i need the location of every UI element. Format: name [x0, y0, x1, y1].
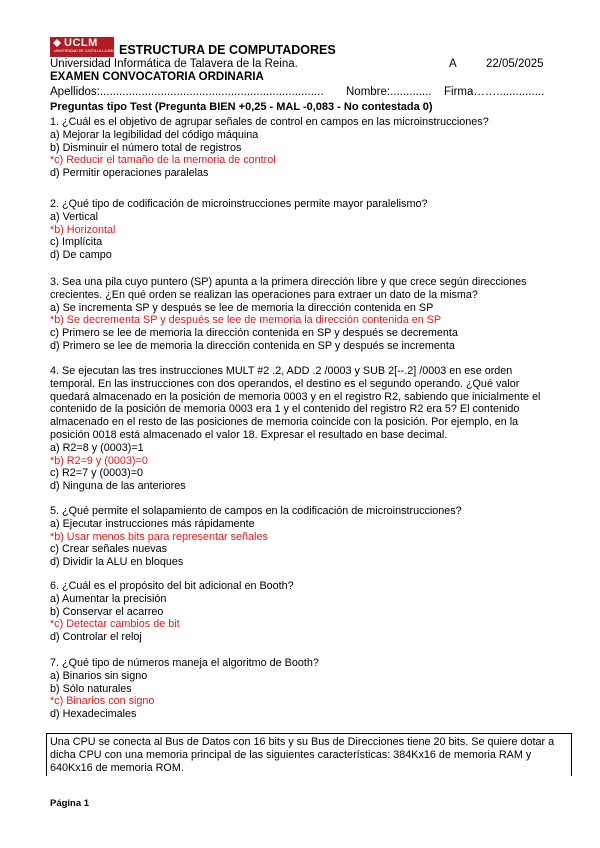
option-a: a) Ejecutar instrucciones más rápidamente [50, 517, 255, 530]
logo-subtext: UNIVERSIDAD DE CASTILLA-LA MANCHA [54, 49, 123, 53]
problem-box [46, 733, 572, 776]
question-4 [50, 365, 560, 493]
logo-text: UCLM [64, 37, 98, 49]
question-text: 3. Sea una pila cuyo puntero (SP) apunta a la primera dirección libre y que crece según direcciones crecientes. ¿En qué orden se realizan las operaciones para extraer un dato de la misma? [50, 276, 527, 301]
question-6 [50, 580, 560, 644]
option-b-correct: *b) R2=9 y (0003)=0 [50, 454, 148, 467]
question-5 [50, 505, 560, 569]
page-number: Página 1 [50, 798, 90, 809]
option-c-correct: *c) Detectar cambios de bit [50, 618, 180, 631]
option-b-correct: *b) Usar menos bits para representar señales [50, 530, 268, 543]
option-b-correct: *b) Horizontal [50, 223, 116, 236]
option-d: d) Hexadecimales [50, 708, 137, 721]
option-c-correct: *c) Binarios con signo [50, 695, 155, 708]
option-d: d) Permitir operaciones paralelas [50, 167, 209, 180]
question-3 [50, 276, 560, 353]
option-c: c) Implícita [50, 236, 103, 249]
apellidos-field[interactable]: Apellidos:...................................................................... [50, 86, 324, 98]
nombre-field[interactable]: Nombre:............. [346, 86, 432, 98]
question-text: 6. ¿Cuál es el propósito del bit adicional en Booth? [50, 580, 294, 592]
option-a: a) Mejorar la legibilidad del código máquina [50, 128, 259, 141]
option-a: a) Binarios sin signo [50, 669, 148, 682]
question-2 [50, 198, 560, 262]
option-d: d) De campo [50, 249, 112, 262]
uclm-emblem-icon [53, 39, 61, 47]
option-b: b) Conservar el acarreo [50, 605, 164, 618]
option-b: b) Disminuir el número total de registros [50, 141, 242, 154]
option-a: a) Se incrementa SP y después se lee de memoria la dirección contenida en SP [50, 301, 434, 314]
course-title: ESTRUCTURA DE COMPUTADORES [119, 43, 336, 57]
question-text: 5. ¿Qué permite el solapamiento de campos en la codificación de microinstrucciones? [50, 505, 462, 517]
question-text: 1. ¿Cuál es el objetivo de agrupar señales de control en campos en las microinstrucciones? [50, 116, 489, 128]
question-7 [50, 657, 560, 721]
option-a: a) Aumentar la precisión [50, 592, 167, 605]
scoring-rules: Preguntas tipo Test (Pregunta BIEN +0,25 - MAL -0,083 - No contestada 0) [50, 101, 433, 113]
option-a: a) R2=8 y (0003)=1 [50, 441, 144, 454]
exam-date: 22/05/2025 [486, 58, 544, 70]
option-d: d) Dividir la ALU en bloques [50, 556, 184, 569]
option-b: b) Sólo naturales [50, 682, 132, 695]
option-d: d) Ninguna de las anteriores [50, 480, 186, 493]
question-1 [50, 116, 560, 180]
option-b-correct: *b) Se decrementa SP y después se lee de memoria la dirección contenida en SP [50, 314, 442, 327]
uclm-logo [50, 37, 123, 57]
question-text: 4. Se ejecutan las tres instrucciones MULT #2 .2, ADD .2 /0003 y SUB 2[--.2] /0003 en ese orden temporal. En las instrucciones con dos operandos, el destino es el segundo operando. ¿Qué valor quedará almacenado en la posición de memoria 0003 y en el registro R2, sabiendo que inicialmente el contenido de la posición de memoria 0003 era 1 y el contenido del registro R2 era 5? El contenido almacenado en el resto de las posiciones de memoria coincide con la posición. Por ejemplo, en la posición 0018 está almacenado el valor 18. Expresar el resultado en base decimal. [50, 365, 541, 441]
problem-text: Una CPU se conecta al Bus de Datos con 16 bits y su Bus de Direcciones tiene 20 bits. Se quiere dotar a dicha CPU con una memoria principal de las siguientes características: 384Kx16 de memoria RAM y 640Kx16 de memoria ROM. [50, 736, 555, 774]
option-c: c) Crear señales nuevas [50, 543, 168, 556]
option-c: c) Primero se lee de memoria la dirección contenida en SP y después se decrementa [50, 327, 458, 340]
school-name: Universidad Informática de Talavera de la Reina. [50, 58, 298, 70]
firma-field[interactable]: Firma……............... [444, 86, 545, 98]
option-c: c) R2=7 y (0003)=0 [50, 467, 144, 480]
option-d: d) Controlar el reloj [50, 631, 142, 644]
option-c-correct: *c) Reducir el tamaño de la memoria de control [50, 154, 276, 167]
exam-model-letter: A [449, 58, 457, 70]
question-text: 7. ¿Qué tipo de números maneja el algoritmo de Booth? [50, 657, 319, 669]
exam-title: EXAMEN CONVOCATORIA ORDINARIA [50, 71, 264, 83]
option-d: d) Primero se lee de memoria la dirección contenida en SP y después se incrementa [50, 339, 455, 352]
question-text: 2. ¿Qué tipo de codificación de microinstrucciones permite mayor paralelismo? [50, 198, 428, 210]
option-a: a) Vertical [50, 210, 99, 223]
